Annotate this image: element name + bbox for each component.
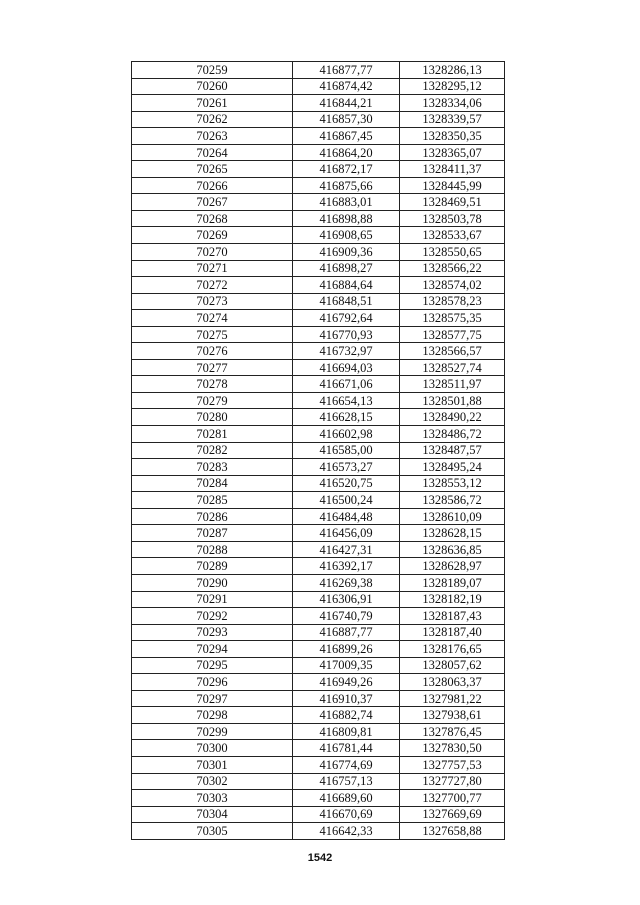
y-coordinate-cell: 1328566,22	[400, 260, 505, 277]
y-coordinate-cell: 1328575,35	[400, 310, 505, 327]
table-row	[132, 823, 505, 840]
x-coordinate-cell: 416500,24	[293, 492, 400, 509]
table-row	[132, 624, 505, 641]
table-row	[132, 508, 505, 525]
x-coordinate-cell: 416520,75	[293, 475, 400, 492]
y-coordinate-cell: 1328339,57	[400, 111, 505, 128]
point-number-cell: 70267	[132, 194, 293, 211]
y-coordinate-cell: 1328176,65	[400, 641, 505, 658]
y-coordinate-cell: 1327938,61	[400, 707, 505, 724]
x-coordinate-cell: 416899,26	[293, 641, 400, 658]
point-number-cell: 70279	[132, 392, 293, 409]
y-coordinate-cell: 1328187,40	[400, 624, 505, 641]
table-row	[132, 641, 505, 658]
y-coordinate-cell: 1327700,77	[400, 790, 505, 807]
x-coordinate-cell: 416872,17	[293, 161, 400, 178]
y-coordinate-cell: 1327727,80	[400, 773, 505, 790]
x-coordinate-cell: 416809,81	[293, 723, 400, 740]
table-row	[132, 343, 505, 360]
table-row	[132, 177, 505, 194]
table-row	[132, 95, 505, 112]
y-coordinate-cell: 1328334,06	[400, 95, 505, 112]
x-coordinate-cell: 416864,20	[293, 144, 400, 161]
point-number-cell: 70292	[132, 608, 293, 625]
point-number-cell: 70272	[132, 277, 293, 294]
x-coordinate-cell: 416585,00	[293, 442, 400, 459]
point-number-cell: 70291	[132, 591, 293, 608]
table-row	[132, 723, 505, 740]
point-number-cell: 70281	[132, 426, 293, 443]
table-row	[132, 773, 505, 790]
x-coordinate-cell: 416898,27	[293, 260, 400, 277]
point-number-cell: 70276	[132, 343, 293, 360]
table-row	[132, 657, 505, 674]
table-row	[132, 740, 505, 757]
table-row	[132, 442, 505, 459]
y-coordinate-cell: 1328527,74	[400, 359, 505, 376]
table-row	[132, 591, 505, 608]
x-coordinate-cell: 416269,38	[293, 574, 400, 591]
x-coordinate-cell: 416774,69	[293, 756, 400, 773]
x-coordinate-cell: 416781,44	[293, 740, 400, 757]
y-coordinate-cell: 1328501,88	[400, 392, 505, 409]
table-row	[132, 392, 505, 409]
x-coordinate-cell: 416909,36	[293, 244, 400, 261]
y-coordinate-cell: 1328586,72	[400, 492, 505, 509]
x-coordinate-cell: 416642,33	[293, 823, 400, 840]
table-row	[132, 310, 505, 327]
x-coordinate-cell: 416883,01	[293, 194, 400, 211]
x-coordinate-cell: 416908,65	[293, 227, 400, 244]
y-coordinate-cell: 1328286,13	[400, 62, 505, 79]
page-number: 1542	[307, 852, 333, 864]
point-number-cell: 70302	[132, 773, 293, 790]
point-number-cell: 70266	[132, 177, 293, 194]
table-row	[132, 806, 505, 823]
y-coordinate-cell: 1328553,12	[400, 475, 505, 492]
table-row	[132, 475, 505, 492]
table-row	[132, 541, 505, 558]
point-number-cell: 70285	[132, 492, 293, 509]
x-coordinate-cell: 416874,42	[293, 78, 400, 95]
point-number-cell: 70260	[132, 78, 293, 95]
x-coordinate-cell: 417009,35	[293, 657, 400, 674]
coordinates-table-body	[132, 62, 505, 840]
x-coordinate-cell: 416306,91	[293, 591, 400, 608]
point-number-cell: 70289	[132, 558, 293, 575]
table-row	[132, 277, 505, 294]
point-number-cell: 70274	[132, 310, 293, 327]
table-row	[132, 210, 505, 227]
coordinates-table	[131, 61, 505, 840]
y-coordinate-cell: 1328628,97	[400, 558, 505, 575]
table-row	[132, 459, 505, 476]
point-number-cell: 70273	[132, 293, 293, 310]
y-coordinate-cell: 1327876,45	[400, 723, 505, 740]
x-coordinate-cell: 416694,03	[293, 359, 400, 376]
point-number-cell: 70261	[132, 95, 293, 112]
x-coordinate-cell: 416671,06	[293, 376, 400, 393]
table-row	[132, 144, 505, 161]
point-number-cell: 70268	[132, 210, 293, 227]
x-coordinate-cell: 416770,93	[293, 326, 400, 343]
point-number-cell: 70282	[132, 442, 293, 459]
x-coordinate-cell: 416732,97	[293, 343, 400, 360]
table-row	[132, 790, 505, 807]
point-number-cell: 70296	[132, 674, 293, 691]
y-coordinate-cell: 1327830,50	[400, 740, 505, 757]
y-coordinate-cell: 1328533,67	[400, 227, 505, 244]
x-coordinate-cell: 416792,64	[293, 310, 400, 327]
point-number-cell: 70277	[132, 359, 293, 376]
table-row	[132, 574, 505, 591]
table-row	[132, 227, 505, 244]
x-coordinate-cell: 416887,77	[293, 624, 400, 641]
point-number-cell: 70293	[132, 624, 293, 641]
point-number-cell: 70305	[132, 823, 293, 840]
table-row	[132, 707, 505, 724]
x-coordinate-cell: 416689,60	[293, 790, 400, 807]
x-coordinate-cell: 416857,30	[293, 111, 400, 128]
x-coordinate-cell: 416427,31	[293, 541, 400, 558]
x-coordinate-cell: 416949,26	[293, 674, 400, 691]
y-coordinate-cell: 1327981,22	[400, 690, 505, 707]
x-coordinate-cell: 416882,74	[293, 707, 400, 724]
point-number-cell: 70286	[132, 508, 293, 525]
x-coordinate-cell: 416740,79	[293, 608, 400, 625]
y-coordinate-cell: 1328578,23	[400, 293, 505, 310]
table-row	[132, 608, 505, 625]
table-row	[132, 128, 505, 145]
point-number-cell: 70263	[132, 128, 293, 145]
x-coordinate-cell: 416867,45	[293, 128, 400, 145]
table-row	[132, 426, 505, 443]
table-row	[132, 244, 505, 261]
y-coordinate-cell: 1327658,88	[400, 823, 505, 840]
point-number-cell: 70295	[132, 657, 293, 674]
point-number-cell: 70294	[132, 641, 293, 658]
y-coordinate-cell: 1328503,78	[400, 210, 505, 227]
table-row	[132, 409, 505, 426]
point-number-cell: 70304	[132, 806, 293, 823]
y-coordinate-cell: 1328469,51	[400, 194, 505, 211]
point-number-cell: 70259	[132, 62, 293, 79]
point-number-cell: 70297	[132, 690, 293, 707]
table-row	[132, 756, 505, 773]
y-coordinate-cell: 1328295,12	[400, 78, 505, 95]
point-number-cell: 70262	[132, 111, 293, 128]
y-coordinate-cell: 1328490,22	[400, 409, 505, 426]
point-number-cell: 70278	[132, 376, 293, 393]
point-number-cell: 70275	[132, 326, 293, 343]
x-coordinate-cell: 416654,13	[293, 392, 400, 409]
table-row	[132, 260, 505, 277]
point-number-cell: 70303	[132, 790, 293, 807]
y-coordinate-cell: 1328577,75	[400, 326, 505, 343]
point-number-cell: 70299	[132, 723, 293, 740]
x-coordinate-cell: 416602,98	[293, 426, 400, 443]
point-number-cell: 70290	[132, 574, 293, 591]
point-number-cell: 70284	[132, 475, 293, 492]
y-coordinate-cell: 1328365,07	[400, 144, 505, 161]
point-number-cell: 70288	[132, 541, 293, 558]
y-coordinate-cell: 1328182,19	[400, 591, 505, 608]
point-number-cell: 70270	[132, 244, 293, 261]
y-coordinate-cell: 1328189,07	[400, 574, 505, 591]
y-coordinate-cell: 1328486,72	[400, 426, 505, 443]
y-coordinate-cell: 1328445,99	[400, 177, 505, 194]
point-number-cell: 70269	[132, 227, 293, 244]
point-number-cell: 70264	[132, 144, 293, 161]
y-coordinate-cell: 1327669,69	[400, 806, 505, 823]
table-row	[132, 111, 505, 128]
table-row	[132, 62, 505, 79]
table-row	[132, 674, 505, 691]
x-coordinate-cell: 416573,27	[293, 459, 400, 476]
point-number-cell: 70287	[132, 525, 293, 542]
y-coordinate-cell: 1328350,35	[400, 128, 505, 145]
table-row	[132, 690, 505, 707]
point-number-cell: 70301	[132, 756, 293, 773]
point-number-cell: 70265	[132, 161, 293, 178]
x-coordinate-cell: 416392,17	[293, 558, 400, 575]
x-coordinate-cell: 416844,21	[293, 95, 400, 112]
x-coordinate-cell: 416670,69	[293, 806, 400, 823]
x-coordinate-cell: 416884,64	[293, 277, 400, 294]
y-coordinate-cell: 1327757,53	[400, 756, 505, 773]
y-coordinate-cell: 1328063,37	[400, 674, 505, 691]
y-coordinate-cell: 1328628,15	[400, 525, 505, 542]
y-coordinate-cell: 1328550,65	[400, 244, 505, 261]
y-coordinate-cell: 1328636,85	[400, 541, 505, 558]
x-coordinate-cell: 416910,37	[293, 690, 400, 707]
x-coordinate-cell: 416875,66	[293, 177, 400, 194]
table-row	[132, 376, 505, 393]
x-coordinate-cell: 416456,09	[293, 525, 400, 542]
point-number-cell: 70300	[132, 740, 293, 757]
table-row	[132, 194, 505, 211]
table-row	[132, 492, 505, 509]
y-coordinate-cell: 1328187,43	[400, 608, 505, 625]
y-coordinate-cell: 1328574,02	[400, 277, 505, 294]
table-row	[132, 78, 505, 95]
table-row	[132, 359, 505, 376]
x-coordinate-cell: 416898,88	[293, 210, 400, 227]
table-row	[132, 326, 505, 343]
x-coordinate-cell: 416628,15	[293, 409, 400, 426]
y-coordinate-cell: 1328057,62	[400, 657, 505, 674]
point-number-cell: 70298	[132, 707, 293, 724]
y-coordinate-cell: 1328566,57	[400, 343, 505, 360]
x-coordinate-cell: 416877,77	[293, 62, 400, 79]
y-coordinate-cell: 1328487,57	[400, 442, 505, 459]
x-coordinate-cell: 416757,13	[293, 773, 400, 790]
point-number-cell: 70283	[132, 459, 293, 476]
x-coordinate-cell: 416848,51	[293, 293, 400, 310]
y-coordinate-cell: 1328511,97	[400, 376, 505, 393]
y-coordinate-cell: 1328610,09	[400, 508, 505, 525]
point-number-cell: 70271	[132, 260, 293, 277]
table-row	[132, 525, 505, 542]
point-number-cell: 70280	[132, 409, 293, 426]
table-row	[132, 293, 505, 310]
table-row	[132, 558, 505, 575]
y-coordinate-cell: 1328495,24	[400, 459, 505, 476]
y-coordinate-cell: 1328411,37	[400, 161, 505, 178]
x-coordinate-cell: 416484,48	[293, 508, 400, 525]
table-row	[132, 161, 505, 178]
